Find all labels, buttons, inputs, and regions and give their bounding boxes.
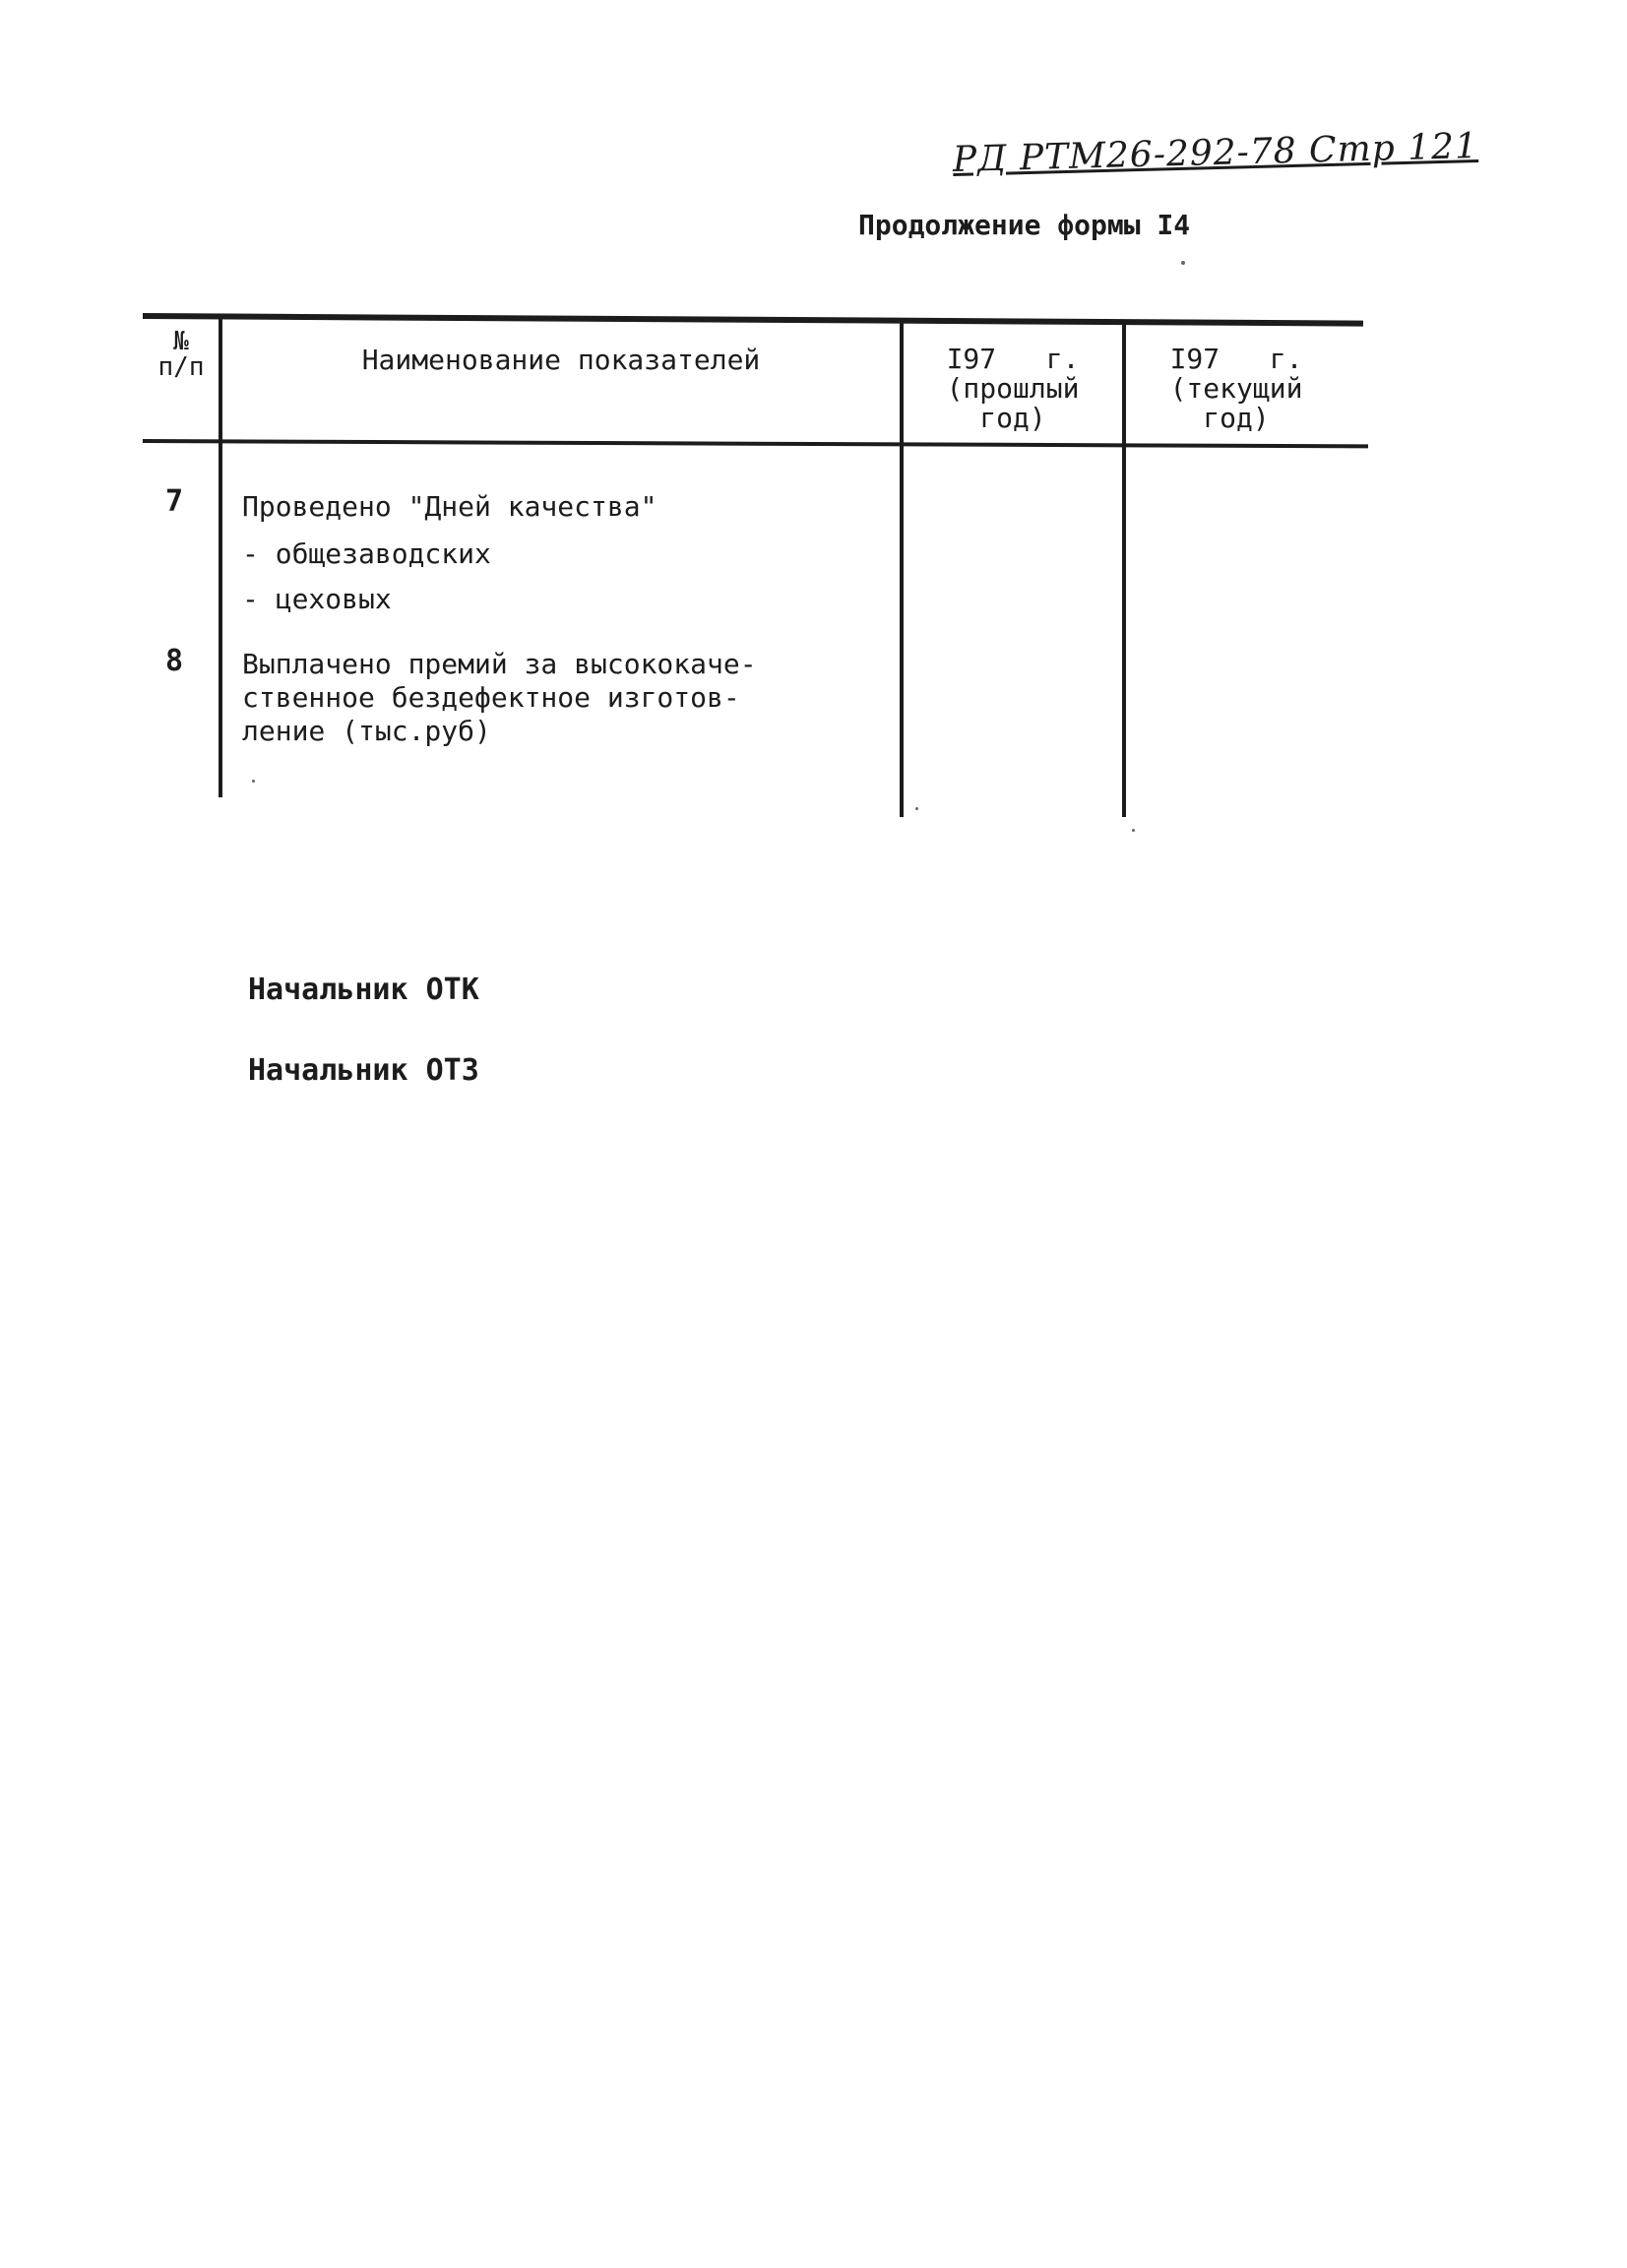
- table-row-number: 7: [165, 484, 184, 519]
- table-top-rule: [143, 313, 1363, 327]
- header-number: № п/п: [157, 327, 205, 382]
- scan-speck: [1132, 829, 1135, 832]
- signature-qc-head: Начальник ОТК: [248, 973, 479, 1007]
- scan-speck: [915, 807, 918, 810]
- form-continuation-title: Продолжение формы I4: [858, 209, 1191, 241]
- scan-speck: [252, 780, 255, 783]
- column-divider-3: [1122, 325, 1126, 817]
- header-indicator-name: Наименование показателей: [361, 344, 761, 376]
- table-row-line: Выплачено премий за высококаче-: [242, 648, 757, 680]
- table-row-line: - цеховых: [242, 583, 392, 615]
- header-bottom-rule: [143, 439, 1368, 448]
- header-current-year: I97 г. (текущий год): [1169, 343, 1303, 434]
- table-row-line: Проведено "Дней качества": [242, 490, 657, 523]
- table-row-line: ственное бездефектное изготов-: [242, 681, 740, 714]
- scan-speck: [1181, 261, 1185, 265]
- column-divider-1: [219, 315, 222, 797]
- header-previous-year: I97 г. (прошлый год): [946, 343, 1080, 434]
- table-row-line: - общезаводских: [242, 537, 491, 570]
- signature-labor-head: Начальник ОТЗ: [248, 1053, 479, 1088]
- column-divider-2: [900, 321, 904, 817]
- table-row-number: 8: [165, 644, 184, 678]
- table-row-line: ление (тыс.руб): [242, 715, 491, 747]
- document-reference: РД РТМ26-292-78 Стр 121: [952, 126, 1479, 180]
